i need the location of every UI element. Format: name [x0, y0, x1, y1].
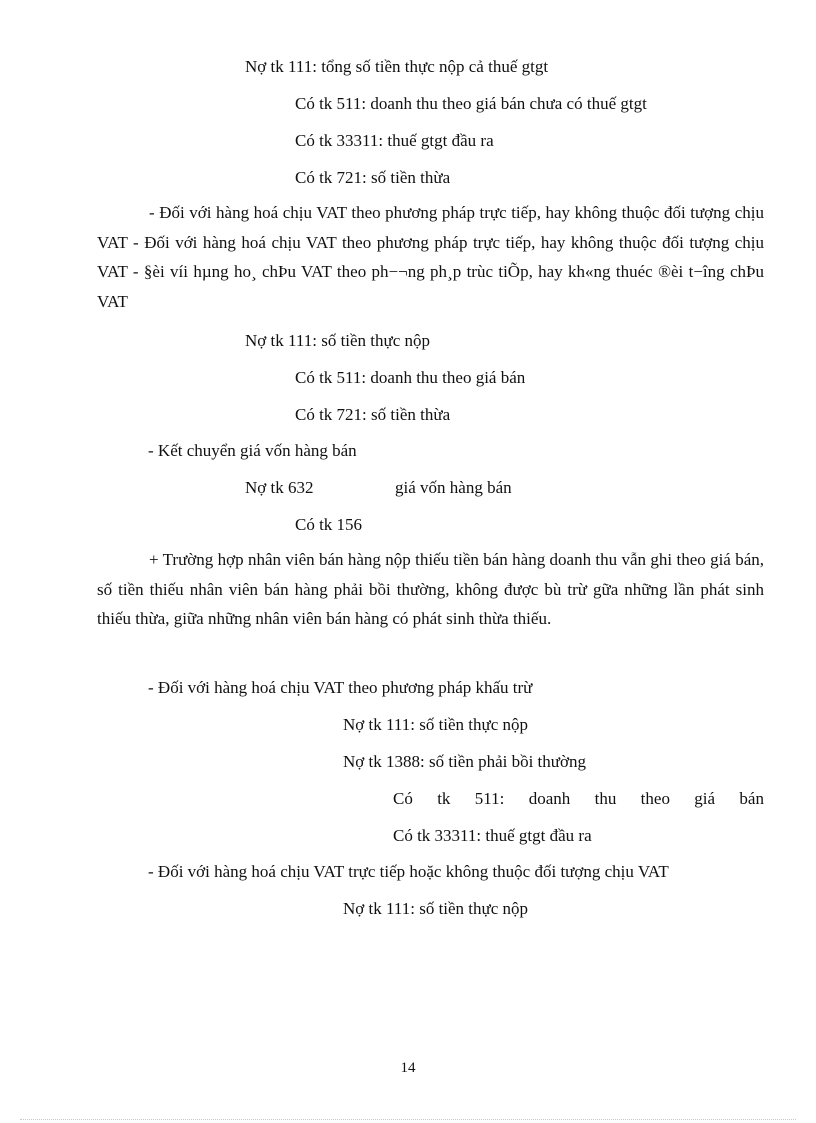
credit-line-721-surplus: Có tk 721: số tiền thừa [295, 168, 451, 187]
heading-deduction-method: - Đối với hàng hoá chịu VAT theo phương pháp khấu trừ [148, 678, 533, 697]
word: theo [640, 789, 670, 808]
word: 511: [474, 789, 505, 808]
heading-cost-transfer: - Kết chuyển giá vốn hàng bán [148, 441, 357, 460]
page-bottom-divider [20, 1119, 796, 1120]
credit-line-511-price: Có tk 511: doanh thu theo giá bán [295, 368, 526, 387]
debit-line-111-total: Nợ tk 111: tổng số tiền thực nộp cả thuế gtgt [245, 57, 549, 76]
debit-line-111-paid: Nợ tk 111: số tiền thực nộp [245, 331, 431, 350]
paragraph-text: + Trường hợp nhân viên bán hàng nộp thiếu tiền bán hàng doanh thu vẫn ghi theo giá bán, số tiền thiếu nhân viên bán hàng phải bồi thường, không được bù trừ gữa những lần phát sinh thiếu thừa, giữa những nhân viên bán hàng có phát sinh thừa thiếu. [97, 550, 764, 628]
debit-line-111-paid-3: Nợ tk 111: số tiền thực nộp [343, 899, 529, 918]
credit-line-156: Có tk 156 [295, 515, 363, 534]
word: doanh [528, 789, 571, 808]
heading-direct-or-exempt: - Đối với hàng hoá chịu VAT trực tiếp hoặc không thuộc đối tượng chịu VAT [148, 862, 669, 881]
debit-line-1388: Nợ tk 1388: số tiền phải bồi thường [343, 752, 586, 771]
credit-line-511-justified [393, 788, 764, 810]
page-number: 14 [400, 1060, 416, 1076]
credit-line-33311-vat: Có tk 33311: thuế gtgt đầu ra [295, 131, 494, 150]
credit-line-721-surplus-2: Có tk 721: số tiền thừa [295, 405, 451, 424]
credit-line-511-revenue: Có tk 511: doanh thu theo giá bán chưa có thuế gtgt [295, 94, 647, 113]
credit-line-33311-vat-2: Có tk 33311: thuế gtgt đầu ra [393, 826, 592, 845]
debit-line-111-paid-2: Nợ tk 111: số tiền thực nộp [343, 715, 529, 734]
debit-line-632 [245, 477, 645, 499]
word: thu [594, 789, 617, 808]
account-label: Nợ tk 632 [245, 478, 314, 497]
paragraph-shortage [97, 545, 764, 634]
account-description: giá vốn hàng bán [395, 478, 512, 497]
paragraph-direct-method [97, 198, 764, 316]
word: tk [437, 789, 451, 808]
word: bán [739, 789, 764, 808]
paragraph-text: - Đối với hàng hoá chịu VAT theo phương pháp trực tiếp, hay không thuộc đối tượng chịu VAT - Đối với hàng hoá chịu VAT theo phương pháp trực tiếp, hay không thuộc đối tượng chịu VAT - §èi víi hµng ho¸ chÞu VAT theo ph−¬ng ph¸p trùc tiÕp, hay kh«ng thuéc ®èi t−îng chÞu VAT [97, 203, 764, 311]
word: Có [393, 789, 413, 808]
word: giá [694, 789, 716, 808]
